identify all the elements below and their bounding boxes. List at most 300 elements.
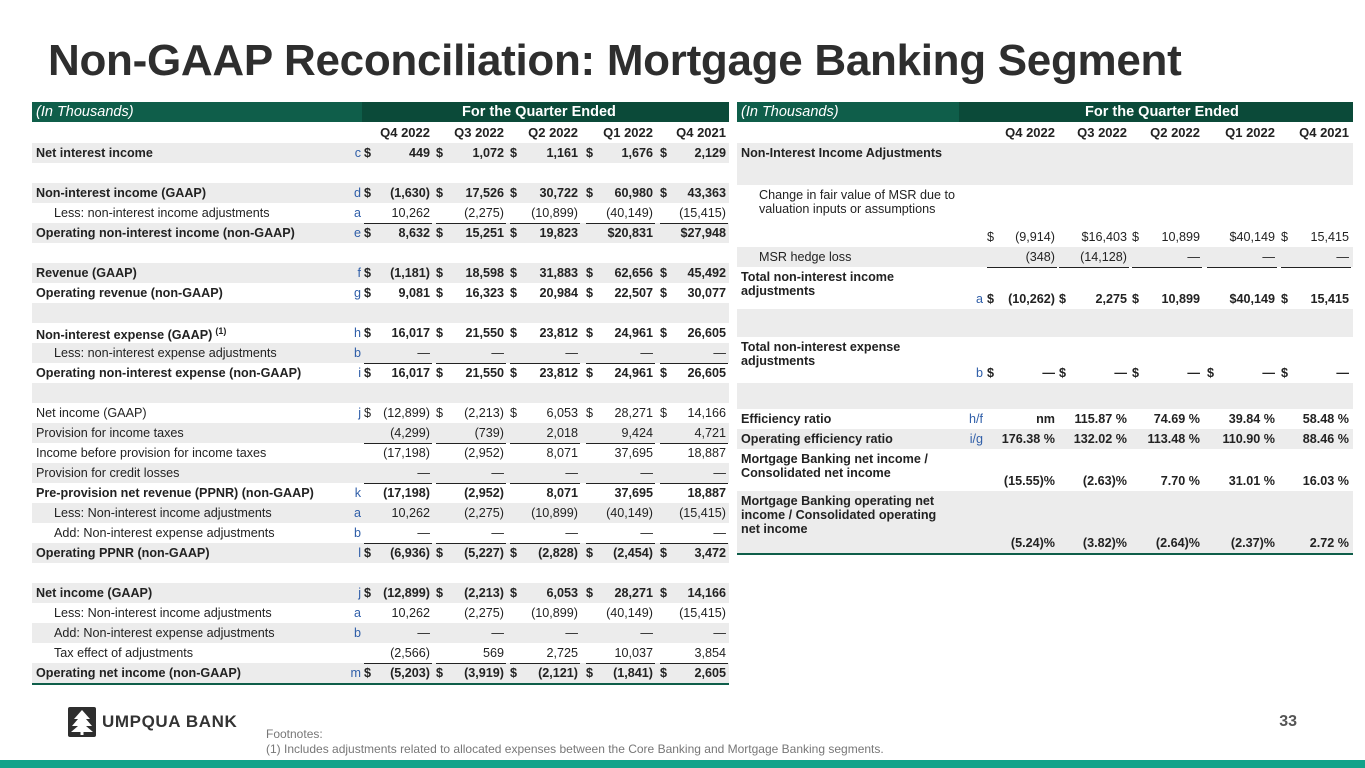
currency-symbol: $ [1059, 292, 1067, 306]
reference-letter: a [353, 506, 361, 520]
reference-letter: a [353, 606, 361, 620]
value-cell: (739) [474, 426, 504, 440]
value-cell: 21,550 [465, 366, 504, 380]
value-cell: (9,914) [1015, 230, 1055, 244]
underline-rule [364, 663, 432, 664]
currency-symbol: $ [660, 666, 668, 680]
value-cell: 16.03 % [1302, 474, 1349, 488]
reference-letter: e [353, 226, 361, 240]
table-row [737, 143, 1353, 185]
value-cell: 2,275 [1095, 292, 1127, 306]
value-cell: 449 [408, 146, 430, 160]
underline-rule [436, 363, 506, 364]
underline-rule [586, 483, 655, 484]
value-cell: 30,722 [539, 186, 578, 200]
currency-symbol: $ [436, 286, 444, 300]
value-cell: (6,936) [390, 546, 430, 560]
table-row [32, 183, 729, 203]
row-label: Net income (GAAP) [36, 406, 147, 420]
currency-symbol: $ [586, 146, 594, 160]
currency-symbol: $ [510, 266, 518, 280]
table-row [32, 323, 729, 343]
underline-rule [586, 543, 655, 544]
value-cell: (2,952) [464, 486, 504, 500]
currency-symbol: $ [364, 366, 372, 380]
currency-symbol: $ [586, 186, 594, 200]
row-label: Less: Non-interest income adjustments [54, 506, 272, 520]
value-cell: — [417, 466, 430, 480]
value-cell: 176.38 % [1001, 432, 1055, 446]
page-title: Non-GAAP Reconciliation: Mortgage Banking Segment [48, 36, 1182, 85]
underline-rule [436, 483, 506, 484]
underline-rule [364, 443, 432, 444]
underline-rule [510, 443, 580, 444]
row-label: Total non-interest income adjustments [741, 270, 895, 298]
value-cell: (14,128) [1080, 250, 1127, 264]
underline-rule [510, 543, 580, 544]
value-cell: (12,899) [383, 406, 430, 420]
value-cell: — [491, 466, 504, 480]
currency-symbol: $ [660, 326, 668, 340]
value-cell: (10,899) [531, 606, 578, 620]
underline-rule [660, 543, 728, 544]
period-header: For the Quarter Ended [1085, 104, 1239, 120]
currency-symbol: $ [436, 146, 444, 160]
currency-symbol: $ [510, 666, 518, 680]
currency-symbol: $ [364, 226, 372, 240]
value-cell: (2.63)% [1082, 474, 1127, 488]
value-cell: (40,149) [606, 506, 653, 520]
value-cell: 18,887 [687, 486, 726, 500]
table-row [32, 283, 729, 303]
value-cell: (40,149) [606, 206, 653, 220]
value-cell: — [565, 626, 578, 640]
value-cell: 115.87 % [1074, 412, 1127, 426]
value-cell: 9,081 [398, 286, 430, 300]
currency-symbol: $ [586, 406, 594, 420]
underline-rule [660, 483, 728, 484]
table-row [32, 583, 729, 603]
value-cell: 1,676 [621, 146, 653, 160]
value-cell: — [1187, 366, 1200, 380]
currency-symbol: $ [987, 292, 995, 306]
underline-rule [586, 223, 655, 224]
value-cell: — [1042, 366, 1055, 380]
table-row [32, 463, 729, 483]
column-header: Q2 2022 [1150, 125, 1200, 140]
column-header: Q4 2021 [676, 125, 726, 140]
row-label: Operating non-interest expense (non-GAAP) [36, 366, 302, 380]
row-label: Pre-provision net revenue (PPNR) (non-GAAP) [36, 486, 314, 500]
row-label: Net interest income [36, 146, 153, 160]
value-cell: 62,656 [614, 266, 653, 280]
tree-logo-icon [68, 707, 96, 737]
value-cell: — [417, 626, 430, 640]
blank-row [32, 303, 729, 323]
underline-rule [510, 223, 580, 224]
value-cell: 6,053 [546, 406, 578, 420]
value-cell: 18,887 [687, 446, 726, 460]
reference-letter: k [354, 486, 361, 500]
value-cell: 28,271 [614, 586, 653, 600]
value-cell: 23,812 [539, 326, 578, 340]
footnote-heading: Footnotes: [266, 727, 323, 741]
underline-rule [660, 223, 728, 224]
currency-symbol: $ [1281, 366, 1289, 380]
value-cell: — [491, 346, 504, 360]
table-row [32, 523, 729, 543]
row-label: Operating non-interest income (non-GAAP) [36, 226, 295, 240]
table-row [737, 337, 1353, 383]
value-cell: (15,415) [679, 506, 726, 520]
currency-symbol: $ [510, 366, 518, 380]
underline-rule [586, 663, 655, 664]
value-cell: (15.55)% [1003, 474, 1055, 488]
umpqua-bank-logo [68, 707, 237, 737]
row-label: Efficiency ratio [741, 412, 832, 426]
row-label: Less: Non-interest income adjustments [54, 606, 272, 620]
table-row [32, 503, 729, 523]
underline-rule [436, 443, 506, 444]
value-cell: 60,980 [614, 186, 653, 200]
column-header: Q3 2022 [454, 125, 504, 140]
currency-symbol: $ [586, 586, 594, 600]
underline-rule [510, 663, 580, 664]
row-label: Operating revenue (non-GAAP) [36, 286, 223, 300]
reference-letter: j [358, 586, 361, 600]
table-row [737, 429, 1353, 449]
value-cell: 8,071 [546, 446, 578, 460]
underline-rule [510, 483, 580, 484]
value-cell: 1,072 [472, 146, 504, 160]
period-header: For the Quarter Ended [462, 104, 616, 120]
currency-symbol: $ [1132, 292, 1140, 306]
underline-rule [1281, 267, 1351, 268]
right-adjustments-table [737, 102, 1353, 555]
value-cell: 31.01 % [1228, 474, 1275, 488]
underline-rule [436, 543, 506, 544]
table-row [32, 543, 729, 563]
table-row [32, 143, 729, 163]
reference-letter: g [353, 286, 361, 300]
value-cell: 8,632 [398, 226, 430, 240]
value-cell: (12,899) [383, 586, 430, 600]
currency-symbol: $ [510, 226, 518, 240]
currency-symbol: $ [510, 326, 518, 340]
currency-symbol: $ [436, 366, 444, 380]
value-cell: 10,899 [1161, 292, 1200, 306]
reference-letter: i [358, 366, 361, 380]
currency-symbol: $ [1059, 366, 1067, 380]
column-header-row [32, 122, 729, 143]
table-row [32, 263, 729, 283]
value-cell: 8,071 [546, 486, 578, 500]
unit-label: (In Thousands) [36, 104, 134, 120]
value-cell: 26,605 [687, 326, 726, 340]
row-label: MSR hedge loss [759, 250, 852, 264]
value-cell: 6,053 [546, 586, 578, 600]
currency-symbol: $ [1132, 366, 1140, 380]
value-cell: — [565, 526, 578, 540]
value-cell: 24,961 [614, 366, 653, 380]
value-cell: — [713, 466, 726, 480]
currency-symbol: $ [586, 266, 594, 280]
currency-symbol: $ [436, 406, 444, 420]
value-cell: (10,899) [531, 506, 578, 520]
value-cell: 10,899 [1161, 230, 1200, 244]
left-reconciliation-table [32, 102, 729, 685]
value-cell: 16,323 [465, 286, 504, 300]
row-label: Operating efficiency ratio [741, 432, 893, 446]
table-bottom-rule [32, 683, 729, 685]
value-cell: — [491, 526, 504, 540]
value-cell: 37,695 [614, 446, 653, 460]
value-cell: 16,017 [391, 366, 430, 380]
value-cell: 132.02 % [1073, 432, 1127, 446]
value-cell: 31,883 [539, 266, 578, 280]
currency-symbol: $ [436, 586, 444, 600]
value-cell: 2,018 [546, 426, 578, 440]
footnote-1: (1) Includes adjustments related to allocated expenses between the Core Banking and Mortgage Banking segments. [266, 742, 884, 756]
currency-symbol: $ [660, 546, 668, 560]
value-cell: 22,507 [614, 286, 653, 300]
currency-symbol: $ [510, 186, 518, 200]
value-cell: — [640, 346, 653, 360]
value-cell: 20,984 [539, 286, 578, 300]
value-cell: — [1262, 250, 1275, 264]
reference-letter: b [353, 626, 361, 640]
value-cell: (10,262) [1008, 292, 1055, 306]
currency-symbol: $ [436, 546, 444, 560]
value-cell: — [713, 526, 726, 540]
value-cell: — [1262, 366, 1275, 380]
value-cell: — [640, 626, 653, 640]
value-cell: (2,121) [538, 666, 578, 680]
column-header: Q1 2022 [1225, 125, 1275, 140]
row-label: Revenue (GAAP) [36, 266, 137, 280]
value-cell: $16,403 [1081, 230, 1127, 244]
value-cell: — [640, 526, 653, 540]
currency-symbol: $ [660, 286, 668, 300]
column-header: Q2 2022 [528, 125, 578, 140]
underline-rule [436, 223, 506, 224]
value-cell: (2,275) [464, 506, 504, 520]
currency-symbol: $ [436, 326, 444, 340]
table-row [32, 363, 729, 383]
table-row [737, 491, 1353, 553]
currency-symbol: $ [436, 666, 444, 680]
currency-symbol: $ [436, 266, 444, 280]
value-cell: (5,227) [464, 546, 504, 560]
value-cell: 23,812 [539, 366, 578, 380]
currency-symbol: $ [987, 366, 995, 380]
row-label: Add: Non-interest expense adjustments [54, 526, 275, 540]
value-cell: — [1114, 366, 1127, 380]
underline-rule [660, 443, 728, 444]
value-cell: 14,166 [687, 406, 726, 420]
column-header: Q1 2022 [603, 125, 653, 140]
value-cell: (4,299) [390, 426, 430, 440]
value-cell: — [713, 346, 726, 360]
value-cell: (1,181) [390, 266, 430, 280]
currency-symbol: $ [660, 146, 668, 160]
value-cell: (2,952) [464, 446, 504, 460]
currency-symbol: $ [364, 326, 372, 340]
row-label: Income before provision for income taxes [36, 446, 267, 460]
currency-symbol: $ [586, 366, 594, 380]
value-cell: 14,166 [687, 586, 726, 600]
value-cell: (10,899) [531, 206, 578, 220]
value-cell: 3,854 [694, 646, 726, 660]
value-cell: — [1336, 250, 1349, 264]
reference-letter: d [353, 186, 361, 200]
value-cell: 24,961 [614, 326, 653, 340]
table-row [32, 623, 729, 643]
table-row [32, 423, 729, 443]
value-cell: 15,415 [1310, 292, 1349, 306]
value-cell: 2.72 % [1309, 536, 1349, 550]
reference-letter: i/g [969, 432, 983, 446]
value-cell: — [417, 346, 430, 360]
value-cell: $40,149 [1229, 230, 1275, 244]
value-cell: (3,919) [464, 666, 504, 680]
currency-symbol: $ [660, 366, 668, 380]
underline-rule [364, 483, 432, 484]
underline-rule [1059, 267, 1129, 268]
value-cell: 2,725 [546, 646, 578, 660]
value-cell: 18,598 [465, 266, 504, 280]
row-label: Non-Interest Income Adjustments [741, 146, 943, 160]
value-cell: (17,198) [383, 446, 430, 460]
value-cell: — [713, 626, 726, 640]
value-cell: (1,630) [390, 186, 430, 200]
value-cell: $40,149 [1229, 292, 1275, 306]
currency-symbol: $ [987, 230, 995, 244]
value-cell: 43,363 [687, 186, 726, 200]
underline-rule [660, 663, 728, 664]
row-label: Provision for credit losses [36, 466, 180, 480]
currency-symbol: $ [436, 226, 444, 240]
value-cell: — [491, 626, 504, 640]
currency-symbol: $ [660, 406, 668, 420]
value-cell: 7.70 % [1160, 474, 1200, 488]
currency-symbol: $ [364, 546, 372, 560]
underline-rule [586, 443, 655, 444]
reference-letter: m [350, 666, 361, 680]
value-cell: 15,251 [465, 226, 504, 240]
blank-row [32, 163, 729, 183]
reference-letter: b [353, 526, 361, 540]
currency-symbol: $ [510, 586, 518, 600]
currency-symbol: $ [586, 546, 594, 560]
value-cell: (1,841) [613, 666, 653, 680]
blank-row [32, 383, 729, 403]
value-cell: 10,262 [391, 206, 430, 220]
table-header-bar [737, 102, 1353, 122]
value-cell: 9,424 [621, 426, 653, 440]
row-label: Add: Non-interest expense adjustments [54, 626, 275, 640]
currency-symbol: $ [1281, 292, 1289, 306]
currency-symbol: $ [1281, 230, 1289, 244]
blank-row [32, 243, 729, 263]
value-cell: 110.90 % [1222, 432, 1275, 446]
value-cell: (40,149) [606, 606, 653, 620]
underline-rule [987, 267, 1057, 268]
value-cell: 74.69 % [1153, 412, 1200, 426]
blank-row [737, 309, 1353, 337]
row-label: Operating net income (non-GAAP) [36, 666, 241, 680]
value-cell: nm [1036, 412, 1055, 426]
value-cell: 58.48 % [1302, 412, 1349, 426]
underline-rule [436, 663, 506, 664]
table-row [32, 483, 729, 503]
brand-name: UMPQUA BANK [102, 712, 238, 731]
currency-symbol: $ [660, 266, 668, 280]
currency-symbol: $ [586, 286, 594, 300]
table-row [737, 185, 1353, 247]
reference-letter: j [358, 406, 361, 420]
reference-letter: l [358, 546, 361, 560]
currency-symbol: $ [510, 146, 518, 160]
value-cell: 17,526 [465, 186, 504, 200]
row-label: Operating PPNR (non-GAAP) [36, 546, 210, 560]
currency-symbol: $ [586, 666, 594, 680]
reference-letter: h [353, 326, 361, 340]
value-cell: 2,129 [694, 146, 726, 160]
footer-accent-bar [0, 760, 1365, 768]
row-label: Less: non-interest expense adjustments [54, 346, 277, 360]
currency-symbol: $ [660, 186, 668, 200]
currency-symbol: $ [586, 326, 594, 340]
value-cell: 2,605 [694, 666, 726, 680]
row-label: Non-interest expense (GAAP) $^{(1)}$ [36, 326, 227, 343]
value-cell: (2,828) [538, 546, 578, 560]
value-cell: 1,161 [546, 146, 578, 160]
value-cell: (2,454) [613, 546, 653, 560]
value-cell: (2,213) [464, 586, 504, 600]
value-cell: 45,492 [687, 266, 726, 280]
table-row [32, 223, 729, 243]
reference-letter: f [357, 266, 361, 280]
underline-rule [364, 223, 432, 224]
row-label: Provision for income taxes [36, 426, 184, 440]
underline-rule [1132, 267, 1202, 268]
table-row [737, 449, 1353, 491]
table-row [32, 203, 729, 223]
reference-letter: c [354, 146, 361, 160]
value-cell: 37,695 [614, 486, 653, 500]
column-header: Q4 2022 [1005, 125, 1055, 140]
value-cell: 569 [482, 646, 504, 660]
underline-rule [1207, 267, 1277, 268]
value-cell: (3.82)% [1082, 536, 1127, 550]
table-bottom-rule [737, 553, 1353, 555]
value-cell: (348) [1025, 250, 1055, 264]
footnotes [266, 727, 884, 757]
table-row [737, 247, 1353, 267]
currency-symbol: $ [510, 406, 518, 420]
value-cell: (5.24)% [1010, 536, 1055, 550]
currency-symbol: $ [660, 586, 668, 600]
value-cell: — [1187, 250, 1200, 264]
column-header: Q4 2021 [1299, 125, 1349, 140]
column-header: Q4 2022 [380, 125, 430, 140]
underline-rule [510, 363, 580, 364]
value-cell: $20,831 [607, 226, 653, 240]
value-cell: 3,472 [694, 546, 726, 560]
underline-rule [586, 363, 655, 364]
unit-label: (In Thousands) [741, 104, 839, 120]
